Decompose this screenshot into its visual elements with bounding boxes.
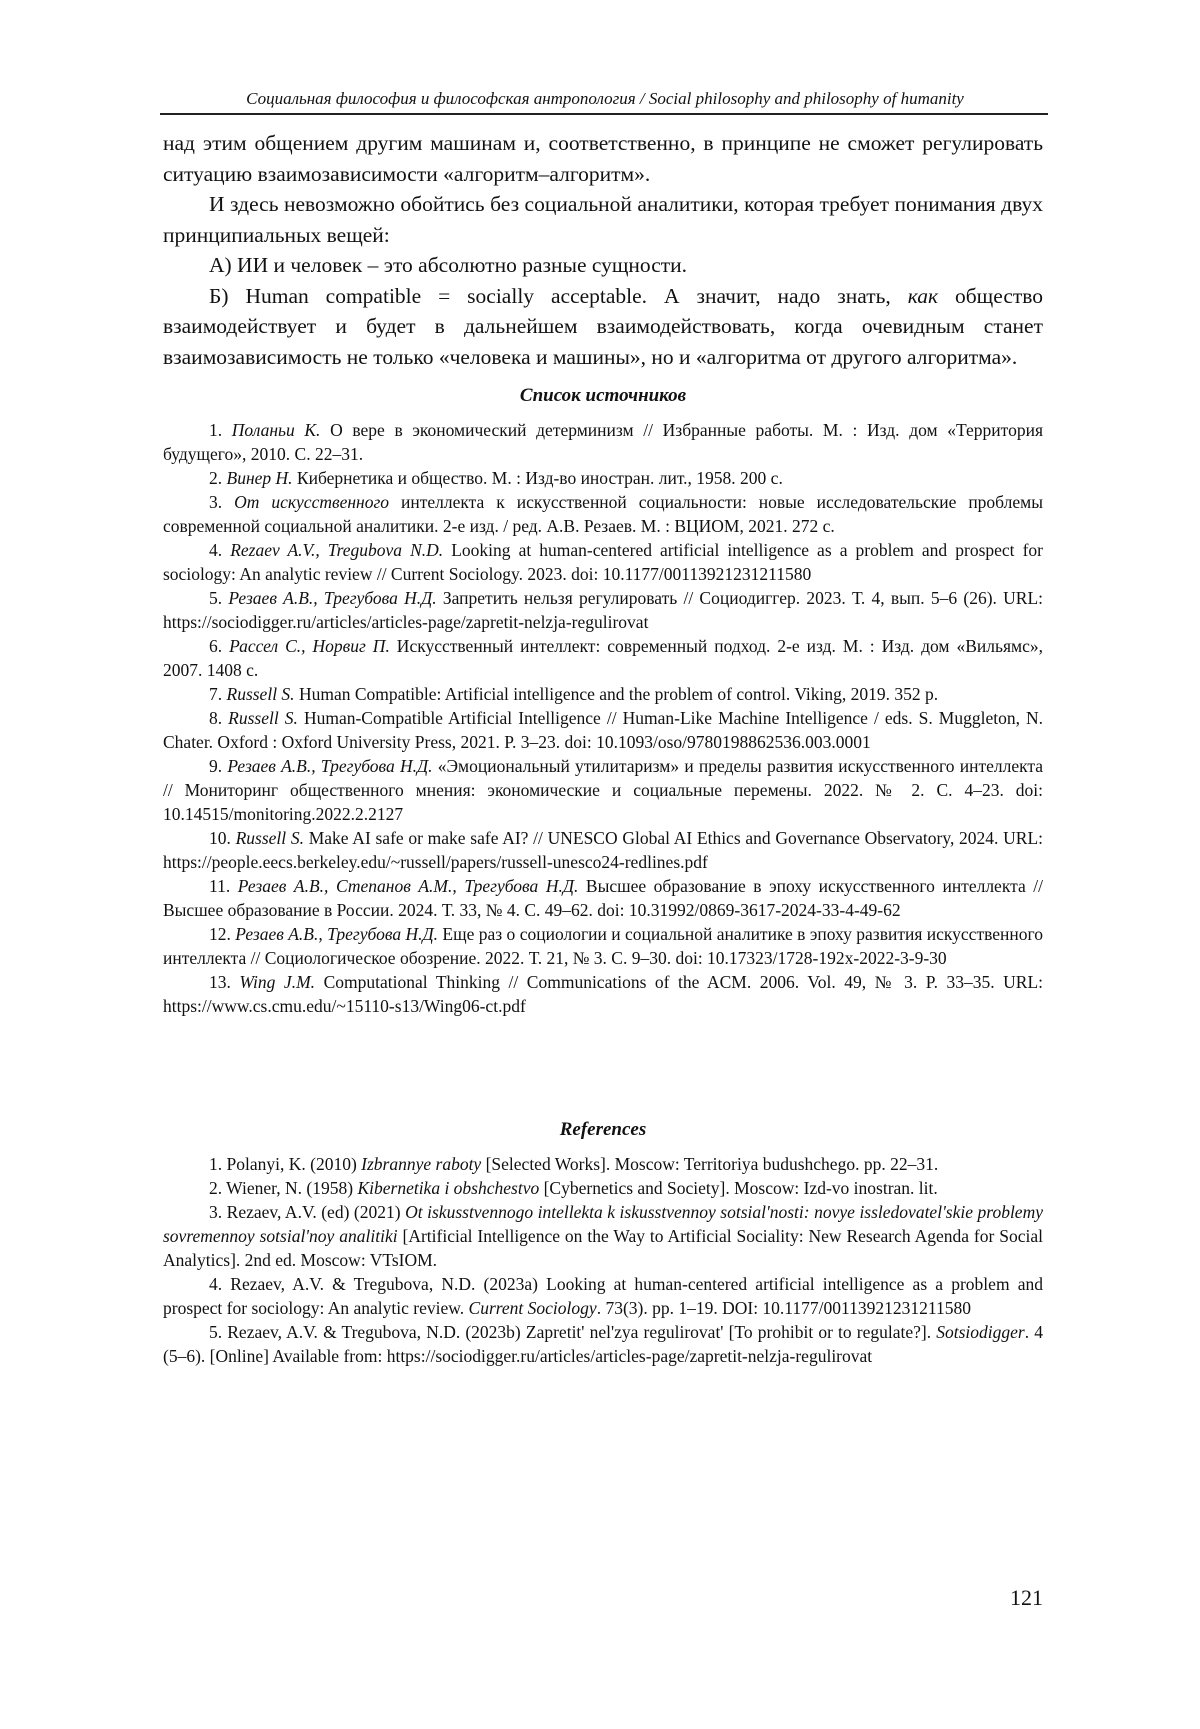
reference-tail: [Cybernetics and Society]. Moscow: Izd-vo inostran. lit. [539, 1178, 938, 1198]
source-item [163, 682, 1043, 706]
source-number: 9. [209, 756, 228, 776]
source-author: Russell S. [226, 684, 295, 704]
reference-item [163, 1176, 1043, 1200]
references-heading: References [559, 1119, 647, 1140]
p4-italic-word: как [907, 283, 939, 308]
source-number: 5. [209, 588, 229, 608]
source-number: 12. [209, 924, 236, 944]
header-rule [160, 113, 1048, 115]
source-author: Резаев А.В., Трегубова Н.Д. [235, 924, 438, 944]
source-number: 2. [209, 468, 227, 488]
sources-list [163, 418, 1043, 1018]
source-author: Резаев А.В., Трегубова Н.Д. [227, 756, 433, 776]
p4-text-before: Б) Human compatible = socially acceptable. А значит, надо знать, [209, 283, 908, 308]
source-author: Russell S. [235, 828, 304, 848]
source-text: Еще раз о социологии и социальной аналитике в эпоху развития искусственного интеллекта // Социологическое обозрение. 2022. Т. 21, № 3. С. 9–30. doi: 10.17323/1728-192x-2022-3-9-30 [163, 924, 1044, 968]
source-item [163, 754, 1043, 826]
source-text: «Эмоциональный утилитаризм» и пределы развития искусственного интеллекта // Мониторинг общественного мнения: экономические и социальные перемены. 2022. № 2. С. 4–23. doi: 10.14515/monitoring.2022.2.2127 [163, 756, 1043, 824]
source-item [163, 490, 1043, 538]
reference-tail: . 4 (5–6). [Online] Available from: https://sociodigger.ru/articles/articles-page/zapretit-nelzja-regulirovat [163, 1322, 1043, 1366]
reference-lead: 2. Wiener, N. (1958) [209, 1178, 358, 1198]
body-paragraph-4 [163, 281, 1043, 373]
source-text: Высшее образование в эпоху искусственного интеллекта // Высшее образование в России. 2024. Т. 33, № 4. С. 49–62. doi: 10.31992/0869-3617-2024-33-4-49-62 [163, 876, 1044, 920]
source-text: Искусственный интеллект: современный подход. 2-е изд. М. : Изд. дом «Вильямс», 2007. 1408 с. [163, 636, 1043, 680]
source-number: 6. [209, 636, 230, 656]
page-number: 121 [1010, 1585, 1043, 1610]
source-author: Рассел С., Норвиг П. [229, 636, 390, 656]
source-author: Винер Н. [226, 468, 293, 488]
source-text: Looking at human-centered artificial intelligence as a problem and prospect for sociology: An analytic review // Current Sociology. 2023. doi: 10.1177/00113921231211580 [163, 540, 1043, 584]
source-item [163, 466, 1043, 490]
reference-item [163, 1200, 1043, 1272]
reference-title: Kibernetika i obshchestvo [357, 1178, 540, 1198]
source-text: Human-Compatible Artificial Intelligence // Human-Like Machine Intelligence / eds. S. Muggleton, N. Chater. Oxford : Oxford University Press, 2021. P. 3–23. doi: 10.1093/oso/9780198862536.003.0001 [163, 708, 1044, 752]
reference-lead: 3. Rezaev, A.V. (ed) (2021) [209, 1202, 406, 1222]
reference-title: Sotsiodigger [936, 1322, 1025, 1342]
source-text: Запретить нельзя регулировать // Социодиггер. 2023. Т. 4, вып. 5–6 (26). URL: https://sociodigger.ru/articles/articles-page/zapretit-nelzja-regulirovat [163, 588, 1044, 632]
source-item [163, 922, 1043, 970]
source-item [163, 418, 1043, 466]
references-list [163, 1152, 1043, 1368]
source-text: О вере в экономический детерминизм // Избранные работы. М. : Изд. дом «Территория будущего», 2010. С. 22–31. [163, 420, 1044, 464]
reference-tail: [Selected Works]. Moscow: Territoriya budushchego. pp. 22–31. [481, 1154, 939, 1174]
reference-lead: 1. Polanyi, K. (2010) [209, 1154, 362, 1174]
source-number: 1. [209, 420, 232, 440]
source-item [163, 634, 1043, 682]
source-number: 10. [209, 828, 236, 848]
reference-title: Izbrannye raboty [361, 1154, 482, 1174]
source-item [163, 706, 1043, 754]
source-author: Резаев А.В., Трегубова Н.Д. [228, 588, 437, 608]
running-head: Социальная философия и философская антропология / Social philosophy and philosophy of humanity [246, 89, 964, 108]
body-text [163, 128, 1043, 372]
source-author: Russell S. [228, 708, 298, 728]
source-number: 7. [209, 684, 227, 704]
reference-title: Ot iskusstvennogo intellekta k iskusstvennoy sotsial'nosti: novye issledovatel'skie problemy sovremennoy sotsial'noy analitiki [163, 1202, 1043, 1246]
source-author: Wing J.M. [239, 972, 316, 992]
reference-item [163, 1272, 1043, 1320]
source-author: Резаев А.В., Степанов А.М., Трегубова Н.Д. [237, 876, 579, 896]
sources-heading: Список источников [519, 385, 687, 406]
body-paragraph-1: над этим общением другим машинам и, соответственно, в принципе не сможет регулировать ситуацию взаимозависимости «алгоритм–алгоритм». [163, 131, 1043, 186]
body-paragraph-3: А) ИИ и человек – это абсолютно разные сущности. [209, 253, 688, 277]
reference-item [163, 1320, 1043, 1368]
source-number: 3. [209, 492, 235, 512]
source-author: Поланьи К. [231, 420, 321, 440]
body-paragraph-2: И здесь невозможно обойтись без социальной аналитики, которая требует понимания двух принципиальных вещей: [163, 192, 1043, 247]
reference-tail: [Artificial Intelligence on the Way to Artificial Sociality: New Research Agenda for Social Analytics]. 2nd ed. Moscow: VTsIOM. [163, 1226, 1043, 1270]
source-number: 13. [209, 972, 240, 992]
source-text: интеллекта к искусственной социальности: новые исследовательские проблемы современной социальной аналитики. 2-е изд. / ред. А.В. Резаев. М. : ВЦИОМ, 2021. 272 с. [163, 492, 1043, 536]
source-author: От искусственного [234, 492, 390, 512]
source-text: Кибернетика и общество. М. : Изд-во иностран. лит., 1958. 200 с. [292, 468, 783, 488]
source-item [163, 826, 1043, 874]
reference-title: Current Sociology [468, 1298, 597, 1318]
source-number: 11. [209, 876, 238, 896]
source-item [163, 538, 1043, 586]
source-text: Computational Thinking // Communications of the ACM. 2006. Vol. 49, № 3. P. 33–35. URL: https://www.cs.cmu.edu/~15110-s13/Wing06-ct.pdf [163, 972, 1044, 1016]
reference-lead: 4. Rezaev, A.V. & Tregubova, N.D. (2023a) Looking at human-centered artificial intelligence as a problem and prospect for sociology: An analytic review. [163, 1274, 1043, 1318]
p4-text-after: общество взаимодействует и будет в дальнейшем взаимодействовать, когда очевидным станет взаимозависимость не только «человека и машины», но и «алгоритма от другого алгоритма». [163, 283, 1044, 369]
reference-tail: . 73(3). pp. 1–19. DOI: 10.1177/00113921231211580 [596, 1298, 971, 1318]
source-number: 4. [209, 540, 231, 560]
source-item [163, 586, 1043, 634]
reference-item [163, 1152, 1043, 1176]
source-author: Rezaev A.V., Tregubova N.D. [230, 540, 444, 560]
source-text: Make AI safe or make safe AI? // UNESCO Global AI Ethics and Governance Observatory, 2024. URL: https://people.eecs.berkeley.edu/~russell/papers/russell-unesco24-redlines.pdf [163, 828, 1043, 872]
source-item [163, 970, 1043, 1018]
source-number: 8. [209, 708, 229, 728]
source-item [163, 874, 1043, 922]
reference-lead: 5. Rezaev, A.V. & Tregubova, N.D. (2023b) Zapretit' nel'zya regulirovat' [To prohibit or to regulate?]. [209, 1322, 937, 1342]
source-text: Human Compatible: Artificial intelligence and the problem of control. Viking, 2019. 352 p. [294, 684, 939, 704]
